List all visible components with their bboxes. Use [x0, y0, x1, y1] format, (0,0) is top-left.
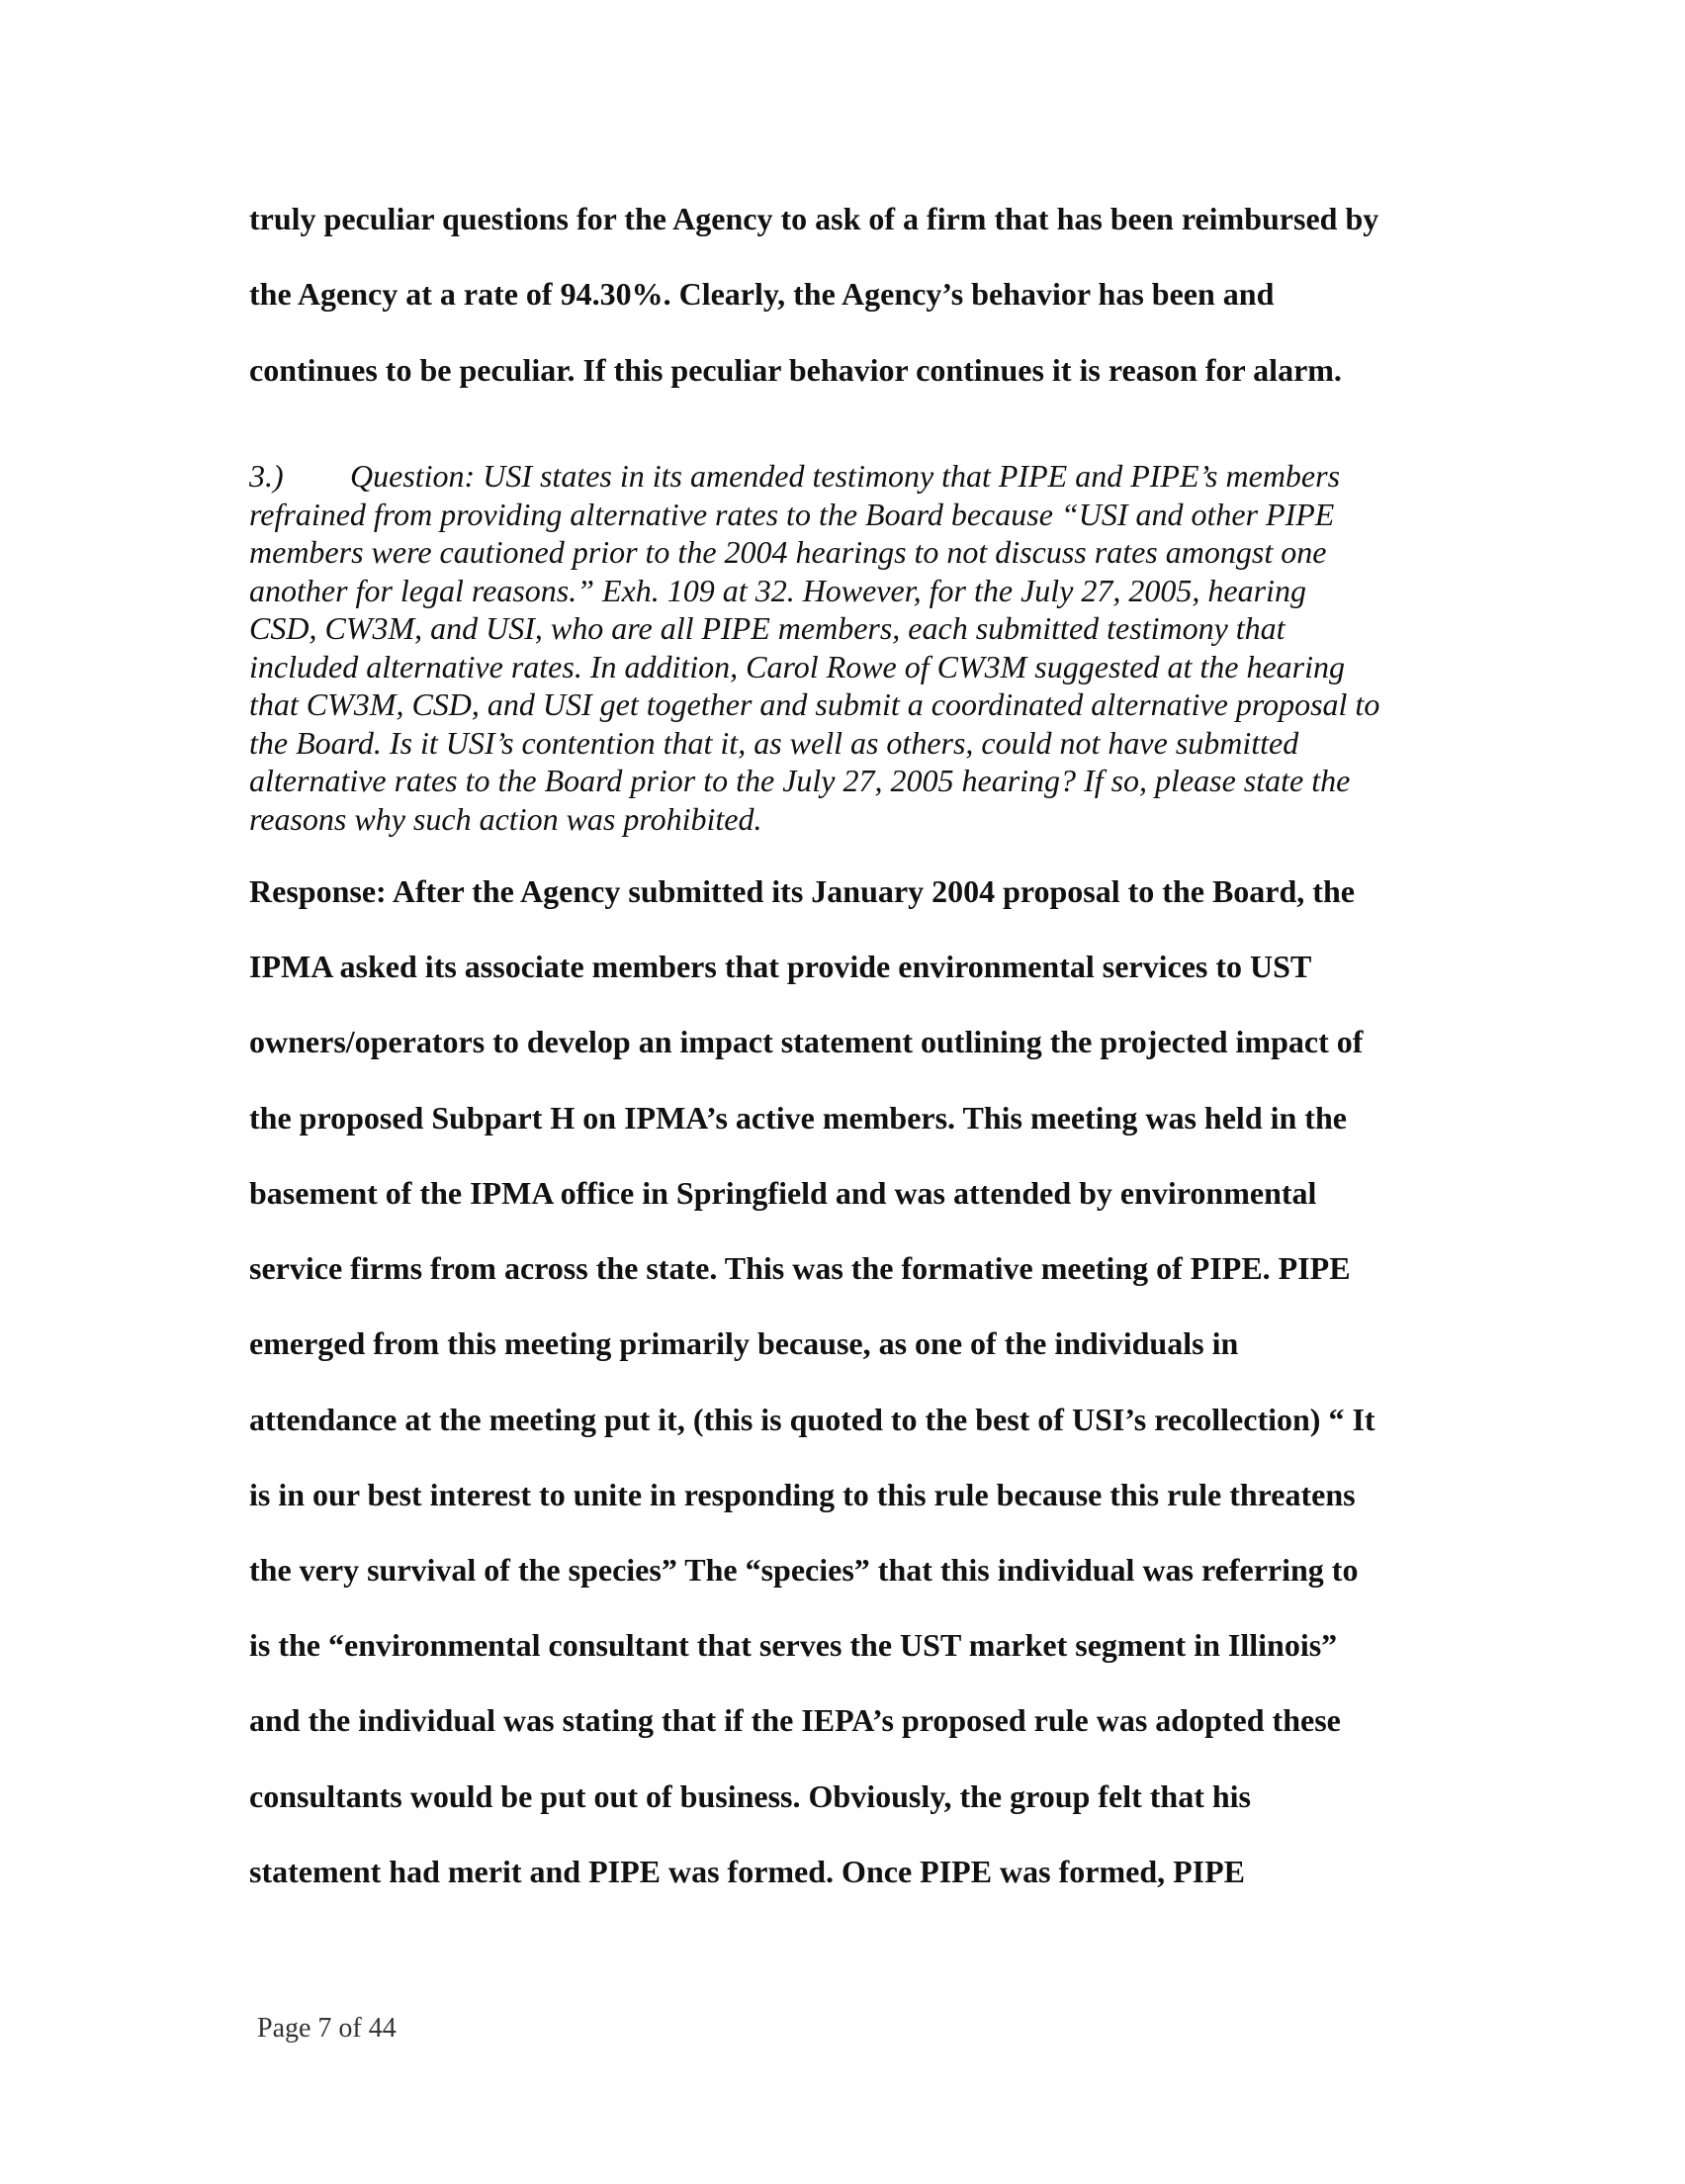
response-line: service firms from across the state. This was the formative meeting of PIPE. PIPE — [249, 1250, 1351, 1286]
page-number: Page 7 of 44 — [257, 2013, 397, 2044]
response-line: the proposed Subpart H on IPMA’s active members. This meeting was held in the — [249, 1100, 1347, 1136]
question-line: refrained from providing alternative rates to the Board because “USI and other PIPE — [249, 496, 1335, 532]
response-line: attendance at the meeting put it, (this is quoted to the best of USI’s recollection) “ It — [249, 1402, 1375, 1437]
response-line: Response: After the Agency submitted its January 2004 proposal to the Board, the — [249, 873, 1355, 909]
response-line: is in our best interest to unite in responding to this rule because this rule threatens — [249, 1477, 1356, 1512]
response-line: basement of the IPMA office in Springfield and was attended by environmental — [249, 1175, 1317, 1211]
response-line: emerged from this meeting primarily because, as one of the individuals in — [249, 1325, 1239, 1361]
top-paragraph-line: continues to be peculiar. If this peculiar behavior continues it is reason for alarm. — [249, 352, 1342, 388]
question-block — [249, 457, 1436, 838]
question-line: reasons why such action was prohibited. — [249, 800, 762, 837]
response-line: and the individual was stating that if the IEPA’s proposed rule was adopted these — [249, 1702, 1341, 1738]
question-line: that CW3M, CSD, and USI get together and submit a coordinated alternative proposal to — [249, 686, 1380, 722]
question-number: 3.) — [249, 458, 284, 494]
question-line: members were cautioned prior to the 2004 hearings to not discuss rates amongst one — [249, 534, 1327, 570]
question-line: alternative rates to the Board prior to the July 27, 2005 hearing? If so, please state the — [249, 763, 1351, 798]
response-line: is the “environmental consultant that serves the UST market segment in Illinois” — [249, 1627, 1338, 1663]
response-line: statement had merit and PIPE was formed. Once PIPE was formed, PIPE — [249, 1854, 1245, 1889]
question-line: the Board. Is it USI’s contention that it, as well as others, could not have submitted — [249, 724, 1299, 761]
response-line: the very survival of the species” The “species” that this individual was referring to — [249, 1552, 1359, 1588]
response-line: owners/operators to develop an impact statement outlining the projected impact of — [249, 1024, 1364, 1059]
response-line: consultants would be put out of business. Obviously, the group felt that his — [249, 1778, 1251, 1814]
response-line: IPMA asked its associate members that provide environmental services to UST — [249, 949, 1312, 984]
top-paragraph-line: truly peculiar questions for the Agency to ask of a firm that has been reimbursed by — [249, 201, 1379, 236]
question-line: CSD, CW3M, and USI, who are all PIPE members, each submitted testimony that — [249, 610, 1286, 646]
question-text: Question: USI states in its amended testimony that PIPE and PIPE’s members — [350, 458, 1341, 494]
question-line: another for legal reasons.” Exh. 109 at 32. However, for the July 27, 2005, hearing — [249, 572, 1306, 608]
top-paragraph-line: the Agency at a rate of 94.30%. Clearly, the Agency’s behavior has been and — [249, 276, 1275, 312]
question-first-line — [249, 457, 1436, 496]
question-line: included alternative rates. In addition, Carol Rowe of CW3M suggested at the hearing — [249, 648, 1346, 684]
